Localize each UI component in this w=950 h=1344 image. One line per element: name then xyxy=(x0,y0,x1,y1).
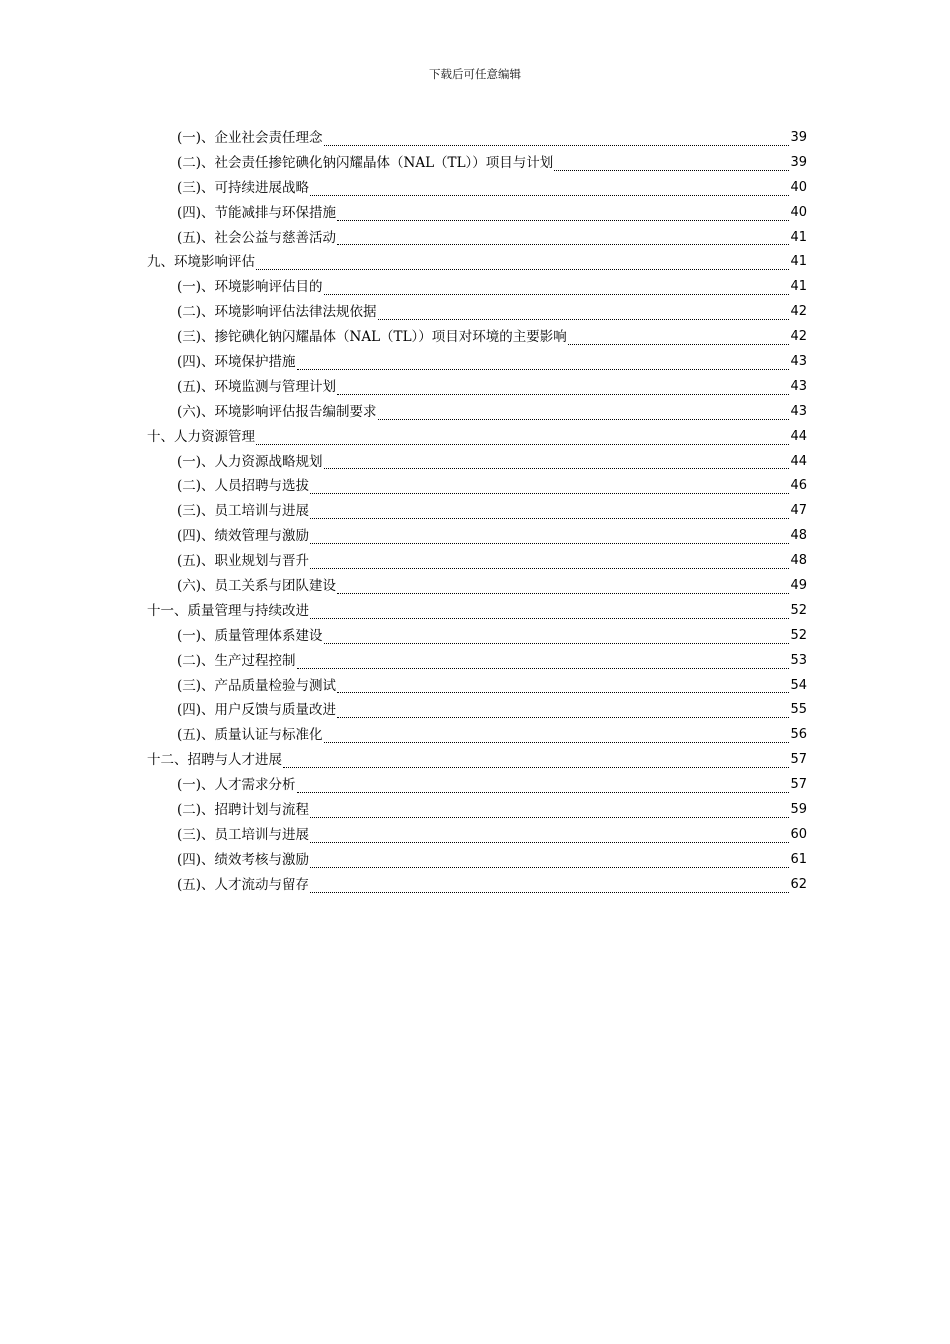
toc-entry-page-number: 55 xyxy=(790,702,807,718)
toc-dot-leader xyxy=(324,280,790,295)
toc-chapter-entry[interactable] xyxy=(147,748,807,773)
toc-dot-leader xyxy=(324,131,790,146)
toc-dot-leader xyxy=(324,454,790,469)
toc-entry-title: (一)、人才需求分析 xyxy=(177,777,296,794)
toc-entry-title: (五)、质量认证与标准化 xyxy=(177,727,323,744)
toc-entry-page-number: 42 xyxy=(790,304,807,320)
toc-entry-page-number: 40 xyxy=(790,179,807,195)
toc-entry-page-number: 62 xyxy=(790,876,807,892)
toc-section-entry[interactable] xyxy=(147,574,807,599)
toc-entry-title: (五)、职业规划与晋升 xyxy=(177,553,310,570)
toc-dot-leader xyxy=(324,728,790,743)
toc-chapter-entry[interactable] xyxy=(147,599,807,624)
toc-entry-title: (四)、节能减排与环保措施 xyxy=(177,204,337,221)
toc-dot-leader xyxy=(337,579,789,594)
toc-entry-page-number: 41 xyxy=(790,229,807,245)
toc-entry-title: (二)、社会责任掺铊碘化钠闪耀晶体（NAL（TL））项目与计划 xyxy=(177,154,554,171)
toc-section-entry[interactable] xyxy=(147,723,807,748)
toc-entry-page-number: 57 xyxy=(790,752,807,768)
toc-entry-page-number: 40 xyxy=(790,204,807,220)
toc-section-entry[interactable] xyxy=(147,350,807,375)
toc-entry-page-number: 39 xyxy=(790,154,807,170)
toc-dot-leader xyxy=(378,405,790,420)
toc-section-entry[interactable] xyxy=(147,400,807,425)
toc-dot-leader xyxy=(310,853,789,868)
toc-section-entry[interactable] xyxy=(147,698,807,723)
toc-dot-leader xyxy=(337,703,789,718)
toc-dot-leader xyxy=(378,305,790,320)
toc-section-entry[interactable] xyxy=(147,474,807,499)
toc-entry-page-number: 48 xyxy=(790,528,807,544)
toc-entry-title: 十、人力资源管理 xyxy=(147,428,255,445)
toc-dot-leader xyxy=(310,878,789,893)
toc-entry-title: (二)、环境影响评估法律法规依据 xyxy=(177,304,377,321)
toc-entry-page-number: 42 xyxy=(790,329,807,345)
toc-dot-leader xyxy=(310,604,789,619)
toc-entry-title: (三)、可持续进展战略 xyxy=(177,179,310,196)
toc-entry-title: (一)、人力资源战略规划 xyxy=(177,453,323,470)
toc-entry-title: (四)、绩效管理与激励 xyxy=(177,528,310,545)
toc-section-entry[interactable] xyxy=(147,773,807,798)
toc-entry-page-number: 39 xyxy=(790,129,807,145)
toc-entry-page-number: 61 xyxy=(790,851,807,867)
toc-section-entry[interactable] xyxy=(147,151,807,176)
toc-section-entry[interactable] xyxy=(147,649,807,674)
toc-entry-title: 九、环境影响评估 xyxy=(147,254,255,271)
toc-section-entry[interactable] xyxy=(147,300,807,325)
toc-dot-leader xyxy=(310,504,789,519)
toc-dot-leader xyxy=(256,255,789,270)
toc-dot-leader xyxy=(337,678,789,693)
toc-entry-page-number: 52 xyxy=(790,602,807,618)
toc-dot-leader xyxy=(337,380,789,395)
toc-dot-leader xyxy=(554,156,789,171)
toc-section-entry[interactable] xyxy=(147,126,807,151)
toc-dot-leader xyxy=(337,230,789,245)
toc-entry-title: (二)、招聘计划与流程 xyxy=(177,802,310,819)
toc-dot-leader xyxy=(568,330,790,345)
toc-dot-leader xyxy=(310,554,789,569)
toc-entry-page-number: 44 xyxy=(790,453,807,469)
toc-entry-title: (五)、社会公益与慈善活动 xyxy=(177,229,337,246)
toc-entry-page-number: 60 xyxy=(790,826,807,842)
toc-entry-title: (四)、环境保护措施 xyxy=(177,354,296,370)
toc-entry-page-number: 43 xyxy=(790,354,807,369)
toc-section-entry[interactable] xyxy=(147,524,807,549)
toc-dot-leader xyxy=(256,430,789,445)
toc-entry-title: (六)、员工关系与团队建设 xyxy=(177,578,337,595)
toc-dot-leader xyxy=(297,778,790,793)
toc-section-entry[interactable] xyxy=(147,226,807,251)
page-header-note: 下载后可任意编辑 xyxy=(429,67,521,81)
toc-entry-page-number: 46 xyxy=(790,478,807,494)
toc-section-entry[interactable] xyxy=(147,848,807,873)
toc-dot-leader xyxy=(310,479,789,494)
toc-entry-title: (一)、环境影响评估目的 xyxy=(177,279,323,296)
toc-section-entry[interactable] xyxy=(147,499,807,524)
toc-entry-title: (三)、掺铊碘化钠闪耀晶体（NAL（TL））项目对环境的主要影响 xyxy=(177,329,567,346)
toc-dot-leader xyxy=(297,654,790,669)
toc-section-entry[interactable] xyxy=(147,201,807,226)
toc-dot-leader xyxy=(310,803,789,818)
toc-entry-page-number: 48 xyxy=(790,553,807,569)
toc-entry-page-number: 53 xyxy=(790,652,807,668)
toc-entry-page-number: 56 xyxy=(790,727,807,743)
toc-entry-page-number: 57 xyxy=(790,777,807,793)
toc-entry-title: (三)、员工培训与进展 xyxy=(177,826,310,843)
toc-section-entry[interactable] xyxy=(147,798,807,823)
toc-dot-leader xyxy=(324,629,790,644)
toc-entry-title: (六)、环境影响评估报告编制要求 xyxy=(177,403,377,420)
toc-entry-title: (二)、人员招聘与选拔 xyxy=(177,478,310,495)
table-of-contents xyxy=(147,126,807,898)
toc-entry-title: (三)、员工培训与进展 xyxy=(177,503,310,520)
toc-dot-leader xyxy=(337,206,789,221)
toc-chapter-entry[interactable] xyxy=(147,425,807,450)
toc-entry-title: (五)、环境监测与管理计划 xyxy=(177,378,337,395)
toc-entry-page-number: 49 xyxy=(790,578,807,594)
toc-section-entry[interactable] xyxy=(147,176,807,201)
toc-entry-title: (一)、企业社会责任理念 xyxy=(177,129,323,146)
toc-entry-title: 十一、质量管理与持续改进 xyxy=(147,602,309,619)
toc-entry-title: (一)、质量管理体系建设 xyxy=(177,627,323,644)
toc-entry-title: 十二、招聘与人才进展 xyxy=(147,752,282,769)
toc-entry-page-number: 54 xyxy=(790,677,807,693)
toc-entry-title: (四)、绩效考核与激励 xyxy=(177,851,310,868)
toc-section-entry[interactable] xyxy=(147,375,807,400)
toc-dot-leader xyxy=(283,753,789,768)
toc-entry-page-number: 43 xyxy=(790,378,807,394)
toc-section-entry[interactable] xyxy=(147,275,807,300)
toc-dot-leader xyxy=(310,529,789,544)
toc-entry-page-number: 41 xyxy=(790,254,807,270)
toc-section-entry[interactable] xyxy=(147,549,807,574)
toc-section-entry[interactable] xyxy=(147,823,807,848)
toc-entry-page-number: 59 xyxy=(790,802,807,818)
toc-dot-leader xyxy=(310,828,789,843)
toc-entry-page-number: 44 xyxy=(790,428,807,444)
toc-chapter-entry[interactable] xyxy=(147,250,807,275)
toc-section-entry[interactable] xyxy=(147,624,807,649)
toc-entry-title: (五)、人才流动与留存 xyxy=(177,876,310,893)
toc-entry-page-number: 43 xyxy=(790,403,807,419)
toc-entry-title: (三)、产品质量检验与测试 xyxy=(177,677,337,694)
toc-entry-title: (二)、生产过程控制 xyxy=(177,652,296,669)
toc-entry-page-number: 52 xyxy=(790,627,807,643)
toc-dot-leader xyxy=(310,181,789,196)
toc-section-entry[interactable] xyxy=(147,873,807,898)
toc-entry-title: (四)、用户反馈与质量改进 xyxy=(177,702,337,719)
toc-section-entry[interactable] xyxy=(147,325,807,350)
toc-dot-leader xyxy=(297,355,790,370)
toc-entry-page-number: 47 xyxy=(790,503,807,519)
toc-section-entry[interactable] xyxy=(147,450,807,475)
toc-entry-page-number: 41 xyxy=(790,279,807,295)
toc-section-entry[interactable] xyxy=(147,674,807,699)
